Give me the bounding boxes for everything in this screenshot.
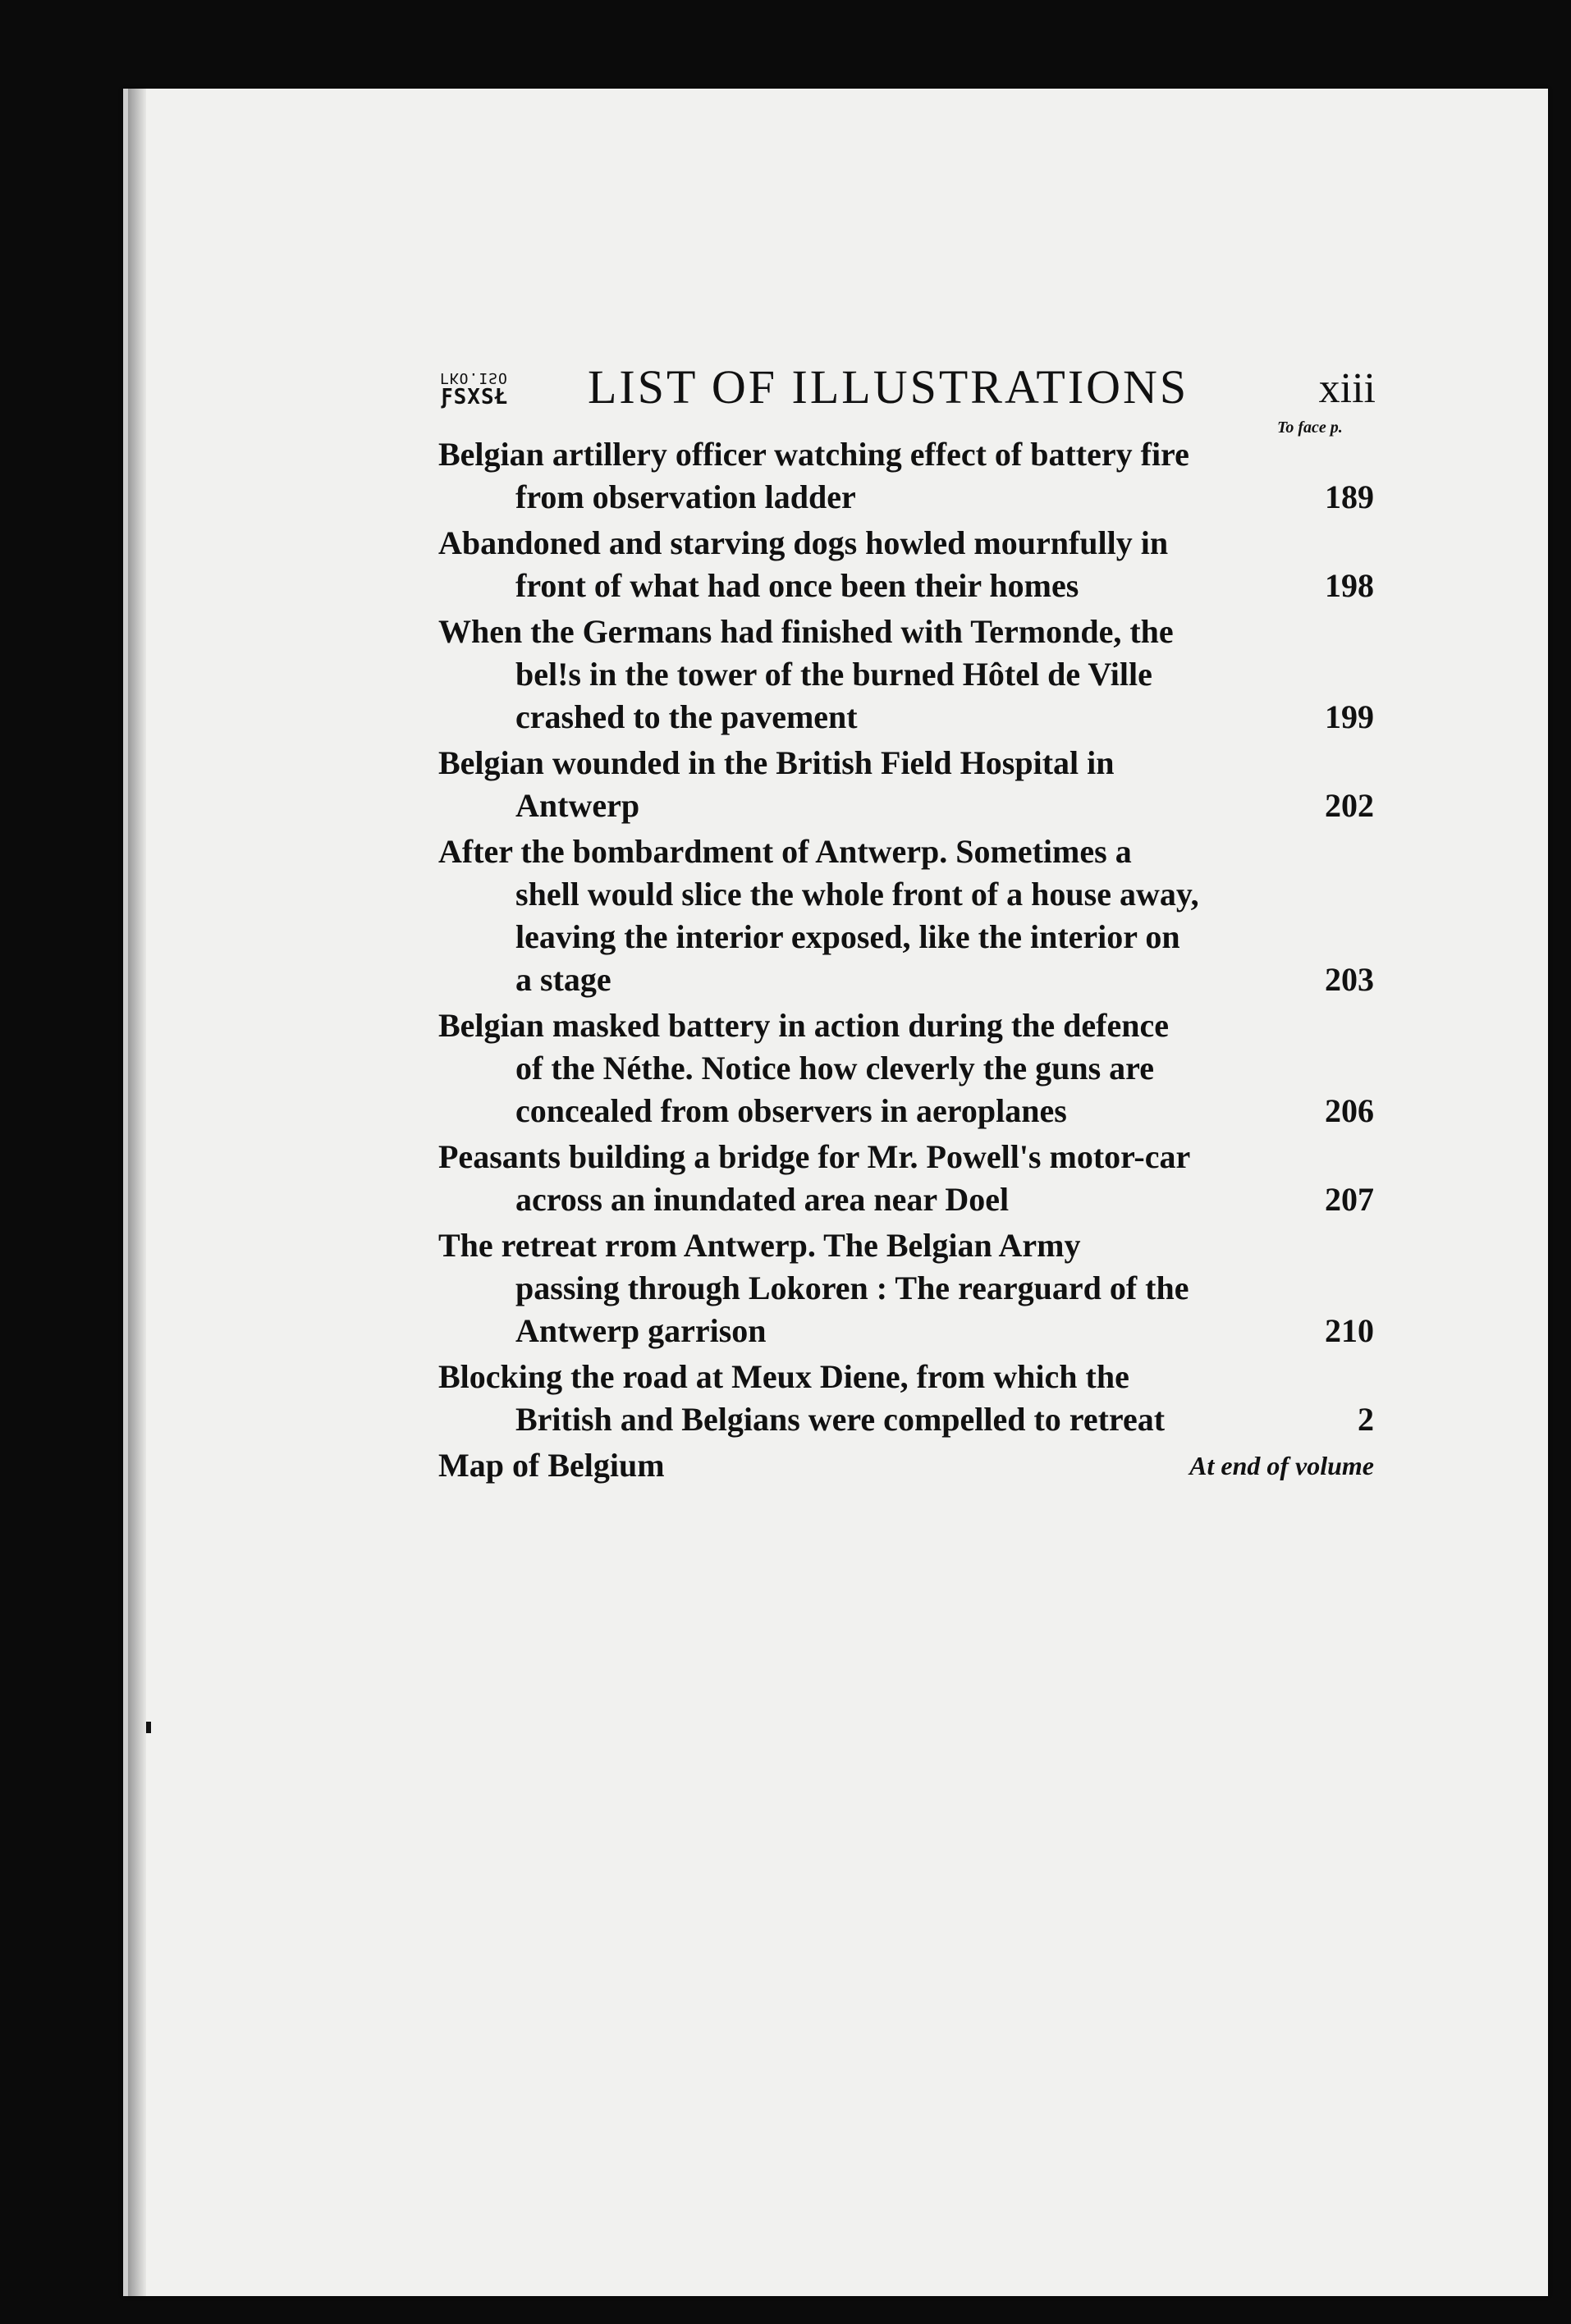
entry-caption-line: Map of Belgium	[438, 1447, 665, 1484]
entry-page-number: 199	[1325, 698, 1374, 735]
entry-page-number: 189	[1325, 478, 1374, 515]
entry-caption-line: of the Néthe. Notice how cleverly the guns are	[515, 1050, 1154, 1087]
entry-page-number: 203	[1325, 961, 1374, 998]
entry-caption-line: After the bombardment of Antwerp. Sometimes a	[438, 833, 1132, 870]
entry-page-number: At end of volume	[1189, 1451, 1374, 1480]
entry-caption-line: from observation ladder	[515, 478, 856, 515]
entry-caption-line: When the Germans had finished with Termonde, the	[438, 613, 1174, 650]
book-page	[123, 89, 1548, 2296]
entry-page-number: 202	[1325, 787, 1374, 824]
entry-page-number: 207	[1325, 1181, 1374, 1218]
entry-caption-line: bel!s in the tower of the burned Hôtel de Ville	[515, 656, 1152, 693]
list-item	[438, 1224, 1374, 1352]
entry-caption-line: a stage	[515, 961, 611, 998]
entry-caption-line: Peasants building a bridge for Mr. Powell's motor-car	[438, 1138, 1191, 1175]
stamp-top-text: ΓΚΟ.ISO	[440, 369, 508, 387]
page-content	[128, 89, 1548, 2296]
entry-caption-line: Belgian artillery officer watching effect of battery fire	[438, 436, 1189, 473]
entry-page-number: 198	[1325, 567, 1374, 604]
entry-caption-line: The retreat rrom Antwerp. The Belgian Army	[438, 1227, 1081, 1264]
entry-caption-line: British and Belgians were compelled to retreat	[515, 1401, 1166, 1438]
list-item	[438, 1136, 1374, 1221]
list-item	[438, 433, 1374, 519]
entry-caption-line: passing through Lokoren : The rearguard of the	[515, 1270, 1189, 1306]
entry-caption-line: Blocking the road at Meux Diene, from which the	[438, 1358, 1129, 1395]
page-title: LIST OF ILLUSTRATIONS	[588, 360, 1189, 414]
page-header	[440, 359, 1376, 417]
entry-caption-line: leaving the interior exposed, like the interior on	[515, 918, 1180, 955]
entry-page-number: 206	[1325, 1092, 1374, 1129]
stamp-bottom-text: ƑSXSŁ	[440, 385, 509, 409]
entry-caption-line: Belgian wounded in the British Field Hospital in	[438, 744, 1115, 781]
list-item	[438, 1444, 1374, 1487]
entry-caption-line: Belgian masked battery in action during the defence	[438, 1007, 1169, 1044]
library-stamp	[440, 368, 538, 415]
page-number: xiii	[1318, 365, 1376, 412]
list-item	[438, 522, 1374, 607]
list-item	[438, 1004, 1374, 1132]
list-item	[438, 1356, 1374, 1441]
list-item	[438, 830, 1374, 1001]
entry-caption-line: shell would slice the whole front of a house away,	[515, 876, 1199, 913]
list-item	[438, 611, 1374, 739]
illustrations-list	[438, 433, 1374, 1490]
entry-caption-line: crashed to the pavement	[515, 698, 858, 735]
entry-caption-line: Antwerp garrison	[515, 1312, 767, 1349]
entry-caption-line: front of what had once been their homes	[515, 567, 1079, 604]
entry-caption-line: Abandoned and starving dogs howled mournfully in	[438, 524, 1169, 561]
list-item	[438, 742, 1374, 827]
entry-caption-line: across an inundated area near Doel	[515, 1181, 1010, 1218]
entry-page-number: 2	[1358, 1401, 1374, 1438]
entry-caption-line: Antwerp	[515, 787, 640, 824]
entry-page-number: 210	[1325, 1312, 1374, 1349]
facing-page-label: To face p.	[1277, 419, 1343, 437]
entry-caption-line: concealed from observers in aeroplanes	[515, 1092, 1067, 1129]
